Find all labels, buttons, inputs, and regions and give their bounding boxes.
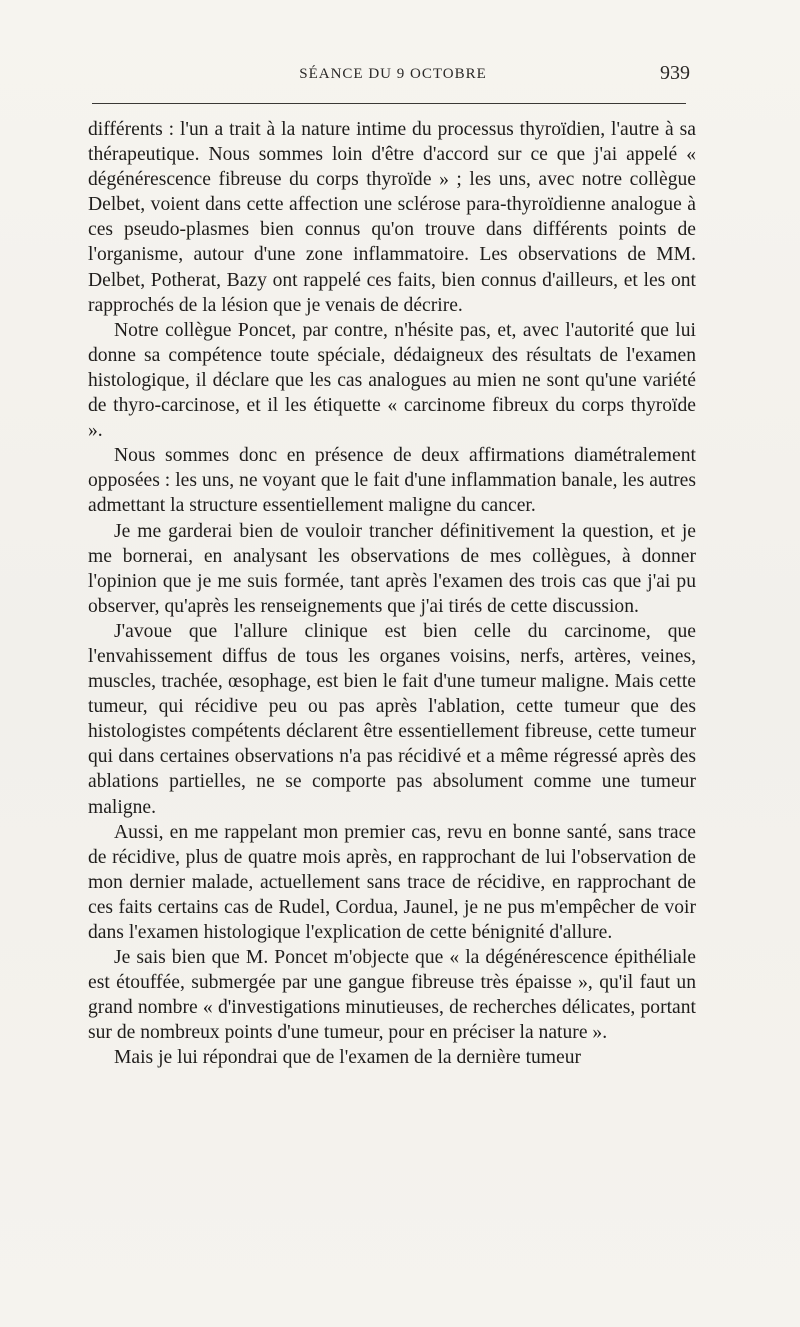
paragraph: Notre collègue Poncet, par contre, n'hésite pas, et, avec l'autorité que lui donne sa compétence toute spéciale, dédaigneux des résultats de l'examen histologique, il déclare que les cas analogues au mien ne sont qu'une variété de thyro-carcinose, et il les étiquette « carcinome fibreux du corps thyroïde ». xyxy=(88,319,696,442)
paragraph: Mais je lui répondrai que de l'examen de la dernière tumeur xyxy=(114,1047,582,1069)
running-title: SÉANCE DU 9 OCTOBRE xyxy=(299,66,487,82)
paragraph: J'avoue que l'allure clinique est bien celle du carcinome, que l'envahissement diffus de tous les organes voisins, nerfs, artères, veines, muscles, trachée, œsophage, est bien le fait d'une tumeur maligne. Mais cette tumeur, qui récidive peu ou pas après l'ablation, cette tumeur que des histologistes compétents déclarent être essentiellement fibreuse, cette tumeur qui dans certaines observations n'a pas récidivé et a même régressé après des ablations partielles, ne se comporte pas absolument comme une tumeur maligne. xyxy=(88,620,696,818)
paragraph: Aussi, en me rappelant mon premier cas, revu en bonne santé, sans trace de récidive, plus de quatre mois après, en rapprochant de lui l'observation de mon dernier malade, actuellement sans trace de récidive, en rapprochant de ces faits certains cas de Rudel, Cordua, Jaunel, je ne pus m'empêcher de voir dans l'examen histologique l'explication de cette bénignité d'allure. xyxy=(88,821,696,943)
paragraph: Je me garderai bien de vouloir trancher définitivement la question, et je me bornerai, en analysant les observations de mes collègues, à donner l'opinion que je me suis formée, tant après l'examen des trois cas que j'ai pu observer, qu'après les renseignements que j'ai tirés de cette discussion. xyxy=(88,520,696,617)
paragraph: Je sais bien que M. Poncet m'objecte que « la dégénérescence épithéliale est étouffée, submergée par une gangue fibreuse très épaisse », qu'il faut un grand nombre « d'investigations minutieuses, de recherches délicates, portant sur de nombreux points d'une tumeur, pour en préciser la nature ». xyxy=(88,947,696,1044)
paragraph: différents : l'un a trait à la nature intime du processus thyroïdien, l'autre à sa thérapeutique. Nous sommes loin d'être d'accord sur ce que j'ai appelé « dégénérescence fibreuse du corps thyroïde » ; les uns, avec notre collègue Delbet, voient dans cette affection une sclérose para-thyroïdienne analogue à ces pseudo-plasmes bien connus qu'on trouve dans différents points de l'organisme, autour d'une zone inflammatoire. Les observations de MM. Delbet, Potherat, Bazy ont rappelé ces faits, bien connus d'ailleurs, et les ont rapprochés de la lésion que je venais de décrire. xyxy=(88,119,696,316)
page-header xyxy=(92,62,694,88)
paragraph: Nous sommes donc en présence de deux affirmations diamétralement opposées : les uns, ne voyant que le fait d'une inflammation banale, les autres admettant la structure essentiellement maligne du cancer. xyxy=(88,445,696,517)
body-text xyxy=(88,117,696,1071)
header-rule xyxy=(92,103,686,104)
page-number: 939 xyxy=(660,62,690,84)
